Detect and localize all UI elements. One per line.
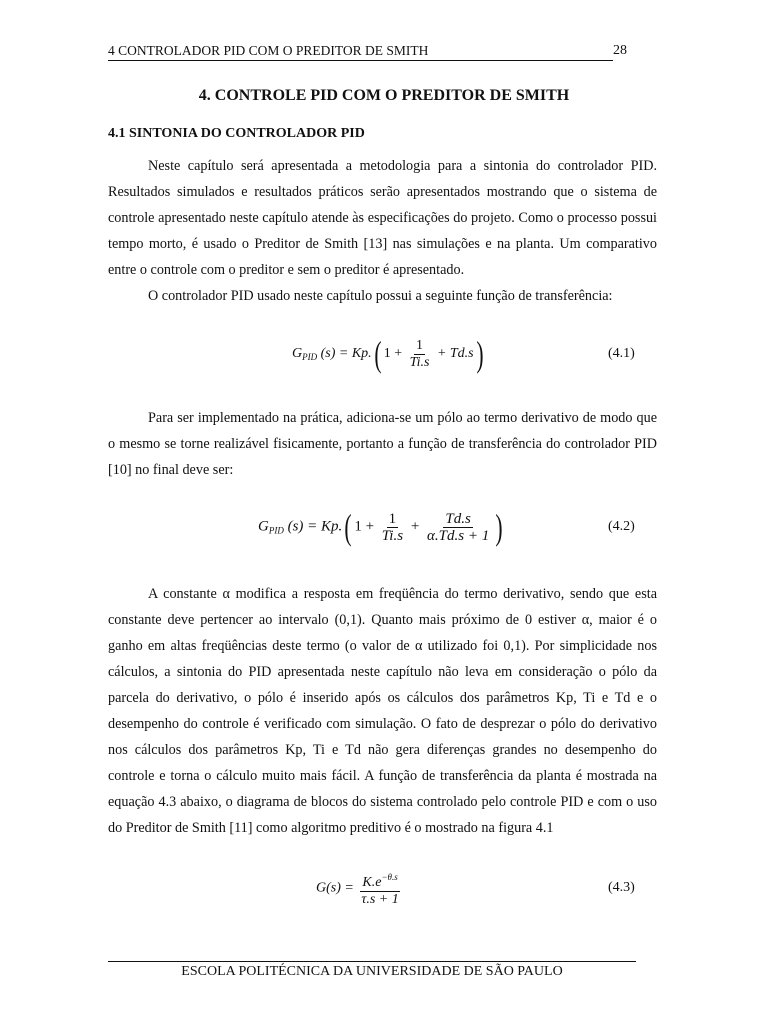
- section-title: 4.1 SINTONIA DO CONTROLADOR PID: [108, 126, 365, 141]
- header-rule: [108, 60, 613, 61]
- equation-number-4-2: (4.2): [608, 519, 635, 534]
- eq1-tail: + Td.s: [436, 346, 474, 362]
- paragraph-intro-text: Neste capítulo será apresentada a metodologia para a sintonia do controlador PID. Resultados simulados e resultados práticos serão apresentados mostrando que o sistema de controle apresentado neste capítulo atende às especificações do projeto. Como o processo possui tempo morto, é usado o Preditor de Smith [13] nas simulações e na planta. Um comparativo entre o controle com o preditor e sem o preditor é apresentado.: [108, 158, 657, 278]
- eq2-plus: +: [410, 518, 420, 535]
- paragraph-alpha-constant-text: A constante α modifica a resposta em freqüência do termo derivativo, sendo que esta constante deve pertencer ao intervalo (0,1). Quanto mais próximo de 0 estiver α, maior é o ganho em altas freqüências deste termo (o valor de α utilizado foi 0,1). Por simplicidade nos cálculos, a sintonia do PID apresentada neste capítulo não leva em consideração o pólo da parcela do derivativo, o pólo é inserido após os cálculos dos parâmetros Kp, Ti e Td e o desempenho do controle é verificado com simulação. O fato de desprezar o pólo do derivativo nos cálculos dos parâmetros Kp, Ti e Td não gera diferenças grandes no desempenho do controle e torna o cálculo muito mais fácil. A função de transferência da planta é mostrada na equação 4.3 abaixo, o diagrama de blocos do sistema controlado pelo controle PID e com o uso do Preditor de Smith [11] como algoritmo preditivo é o mostrado na figura 4.1: [108, 586, 657, 836]
- eq2-frac1-den: Ti.s: [381, 527, 404, 544]
- running-header-title: 4 CONTROLADOR PID COM O PREDITOR DE SMITH: [108, 43, 429, 58]
- equation-number-4-1: (4.1): [608, 346, 635, 361]
- eq3-lhs: G(s) =: [316, 880, 354, 896]
- eq3-num-base: K.e: [362, 875, 382, 890]
- eq2-lhs-sub: PID: [268, 525, 284, 536]
- eq2-one: 1 +: [354, 518, 375, 535]
- equation-4-2: $G_{PID}$ (s) = Kp.( 1 + $\frac{1}{Ti.s}$ + $\frac{Td.s}{\alpha.Td.s + 1}$ ): [258, 507, 503, 547]
- footer-rule: [108, 961, 636, 962]
- eq1-lhs: G: [292, 346, 303, 362]
- paragraph-transfer-intro: [108, 283, 657, 309]
- page-number: 28: [613, 43, 627, 58]
- eq3-frac-den: τ.s + 1: [361, 892, 399, 907]
- eq1-frac-num: 1: [416, 337, 424, 353]
- eq1-frac-den: Ti.s: [409, 354, 430, 370]
- eq1-lhs-sub: PID: [302, 352, 318, 363]
- paragraph-derivative-pole: [108, 405, 657, 483]
- equation-4-1: $G_{PID}$ (s) = Kp.( 1 + $\frac{1}{Ti.s}$ + Td.s): [292, 334, 484, 374]
- eq2-frac2-num: Td.s: [445, 510, 471, 527]
- chapter-title: 4. CONTROLE PID COM O PREDITOR DE SMITH: [198, 87, 570, 104]
- eq2-fraction-1: [380, 511, 405, 544]
- equation-number-4-3: (4.3): [608, 880, 635, 895]
- footer-institution: ESCOLA POLITÉCNICA DA UNIVERSIDADE DE SÃO PAULO: [181, 964, 563, 979]
- eq3-num-exponent: −θ.s: [381, 872, 398, 882]
- paragraph-alpha-constant: [108, 581, 657, 841]
- eq2-fraction-2: [425, 511, 491, 544]
- eq2-lhs-arg: (s) = Kp.: [287, 518, 343, 535]
- eq1-fraction: [408, 338, 432, 371]
- eq2-lhs: G: [258, 518, 269, 535]
- eq2-frac1-num: 1: [388, 510, 397, 527]
- paragraph-derivative-pole-text: Para ser implementado na prática, adiciona-se um pólo ao termo derivativo de modo que o mesmo se torne realizável fisicamente, portanto a função de transferência do controlador PID [10] no final deve ser:: [108, 410, 657, 478]
- eq2-frac2-den: α.Td.s + 1: [427, 527, 490, 544]
- eq3-frac-num: [360, 869, 399, 892]
- eq1-lhs-arg: (s) = Kp.: [320, 346, 372, 362]
- eq3-fraction: [359, 869, 400, 908]
- equation-4-3: [316, 869, 403, 908]
- paragraph-transfer-intro-text: O controlador PID usado neste capítulo possui a seguinte função de transferência:: [148, 288, 613, 304]
- eq1-one: 1 +: [383, 346, 403, 362]
- paragraph-intro: [108, 153, 657, 283]
